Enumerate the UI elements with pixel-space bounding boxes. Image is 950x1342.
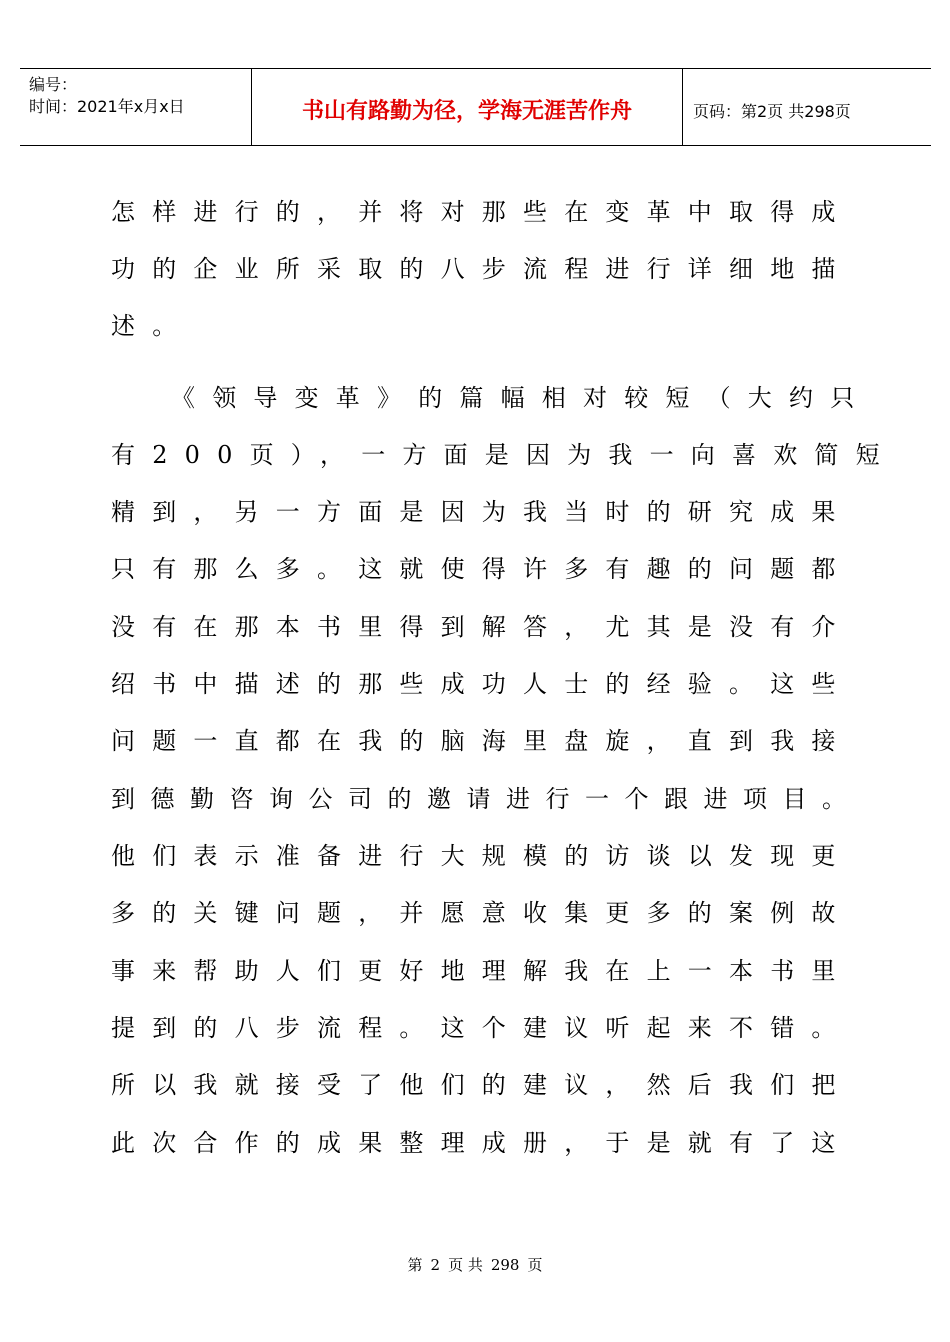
body-line: 怎样进行的，并将对那些在变革中取得成 bbox=[111, 198, 853, 226]
body-line: 《领导变革》的篇幅相对较短（大约只 bbox=[171, 384, 872, 412]
body-line: 他们表示准备进行大规模的访谈以发现更 bbox=[111, 842, 853, 870]
footer-prefix: 第 bbox=[407, 1256, 423, 1274]
body-line: 多的关键问题，并愿意收集更多的案例故 bbox=[111, 899, 853, 927]
header-meta bbox=[29, 74, 185, 118]
number-label: 编号： bbox=[29, 75, 78, 94]
body-line: 功的企业所采取的八步流程进行详细地描 bbox=[111, 255, 853, 283]
time-line: 时间：2021年x月x日 bbox=[29, 97, 185, 116]
footer-page-number: 2 bbox=[430, 1256, 441, 1274]
body-line: 提到的八步流程。这个建议听起来不错。 bbox=[111, 1014, 853, 1042]
page-footer bbox=[0, 1254, 950, 1275]
body-line: 问题一直都在我的脑海里盘旋，直到我接 bbox=[111, 727, 853, 755]
body-line: 此次合作的成果整理成册，于是就有了这 bbox=[111, 1129, 853, 1157]
footer-mid: 页 共 bbox=[448, 1256, 483, 1274]
header-motto: 书山有路勤为径，学海无涯苦作舟 bbox=[301, 99, 632, 124]
body-line: 只有那么多。这就使得许多有趣的问题都 bbox=[111, 555, 853, 583]
page-header bbox=[20, 68, 931, 146]
body-line: 精到，另一方面是因为我当时的研究成果 bbox=[111, 498, 853, 526]
body-line: 有200页），一方面是因为我一向喜欢简短 bbox=[111, 441, 897, 469]
header-divider bbox=[682, 69, 683, 145]
body-line: 到德勤咨询公司的邀请进行一个跟进项目。 bbox=[111, 785, 862, 813]
footer-suffix: 页 bbox=[527, 1256, 543, 1274]
header-page-info: 页码：第2页 共298页 bbox=[693, 102, 851, 121]
body-line: 事来帮助人们更好地理解我在上一本书里 bbox=[111, 957, 853, 985]
body-line: 述。 bbox=[111, 312, 194, 340]
body-line: 绍书中描述的那些成功人士的经验。这些 bbox=[111, 670, 853, 698]
body-line: 没有在那本书里得到解答，尤其是没有介 bbox=[111, 613, 853, 641]
body-line: 所以我就接受了他们的建议，然后我们把 bbox=[111, 1071, 853, 1099]
footer-total-pages: 298 bbox=[490, 1256, 520, 1274]
